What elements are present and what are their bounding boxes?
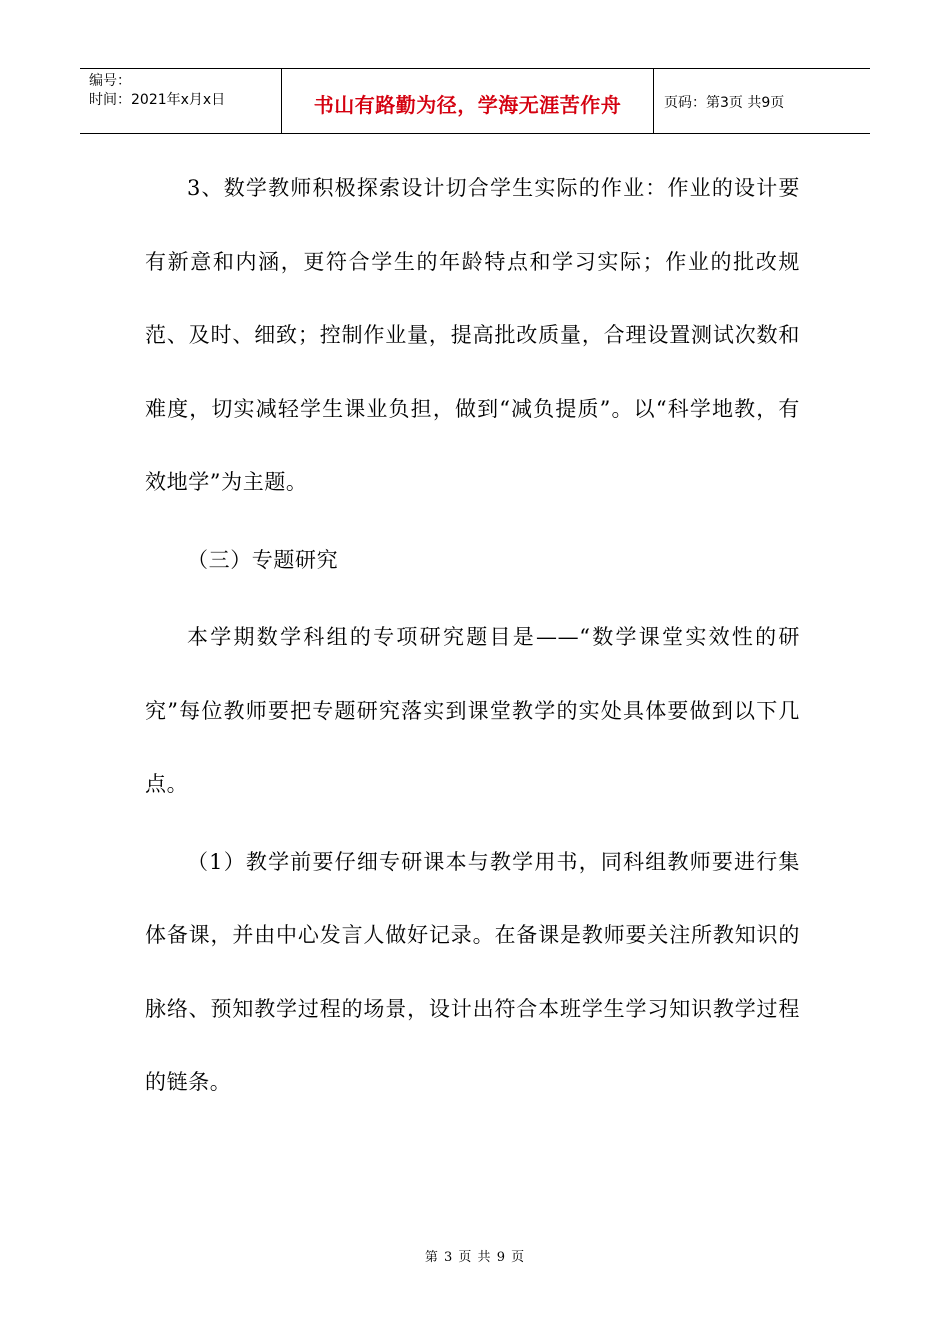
paragraph-research-topic: 本学期数学科组的专项研究题目是——“数学课堂实效性的研究”每位教师要把专题研究落实到课堂教学的实处具体要做到以下几点。 bbox=[145, 625, 800, 796]
document-header bbox=[80, 68, 870, 134]
page-footer: 第 3 页 共 9 页 bbox=[424, 1250, 526, 1265]
header-motto: 书山有路勤为径，学海无涯苦作舟 bbox=[282, 69, 654, 133]
number-label: 编号： bbox=[89, 73, 131, 89]
time-label: 时间：2021年x月x日 bbox=[89, 92, 226, 108]
document-body bbox=[145, 152, 800, 1120]
section-heading: （三）专题研究 bbox=[187, 547, 339, 572]
header-meta bbox=[80, 69, 282, 133]
paragraph-homework: 3、数学教师积极探索设计切合学生实际的作业：作业的设计要有新意和内涵，更符合学生的年龄特点和学习实际；作业的批改规范、及时、细致；控制作业量，提高批改质量，合理设置测试次数和难度，切实减轻学生课业负担，做到“减负提质”。以“科学地教，有效地学”为主题。 bbox=[145, 176, 800, 494]
header-page-info: 页码：第3页 共9页 bbox=[664, 95, 785, 111]
paragraph-lesson-prep: （1）教学前要仔细专研课本与教学用书，同科组教师要进行集体备课，并由中心发言人做好记录。在备课是教师要关注所教知识的脉络、预知教学过程的场景，设计出符合本班学生学习知识教学过程的链条。 bbox=[145, 849, 800, 1094]
